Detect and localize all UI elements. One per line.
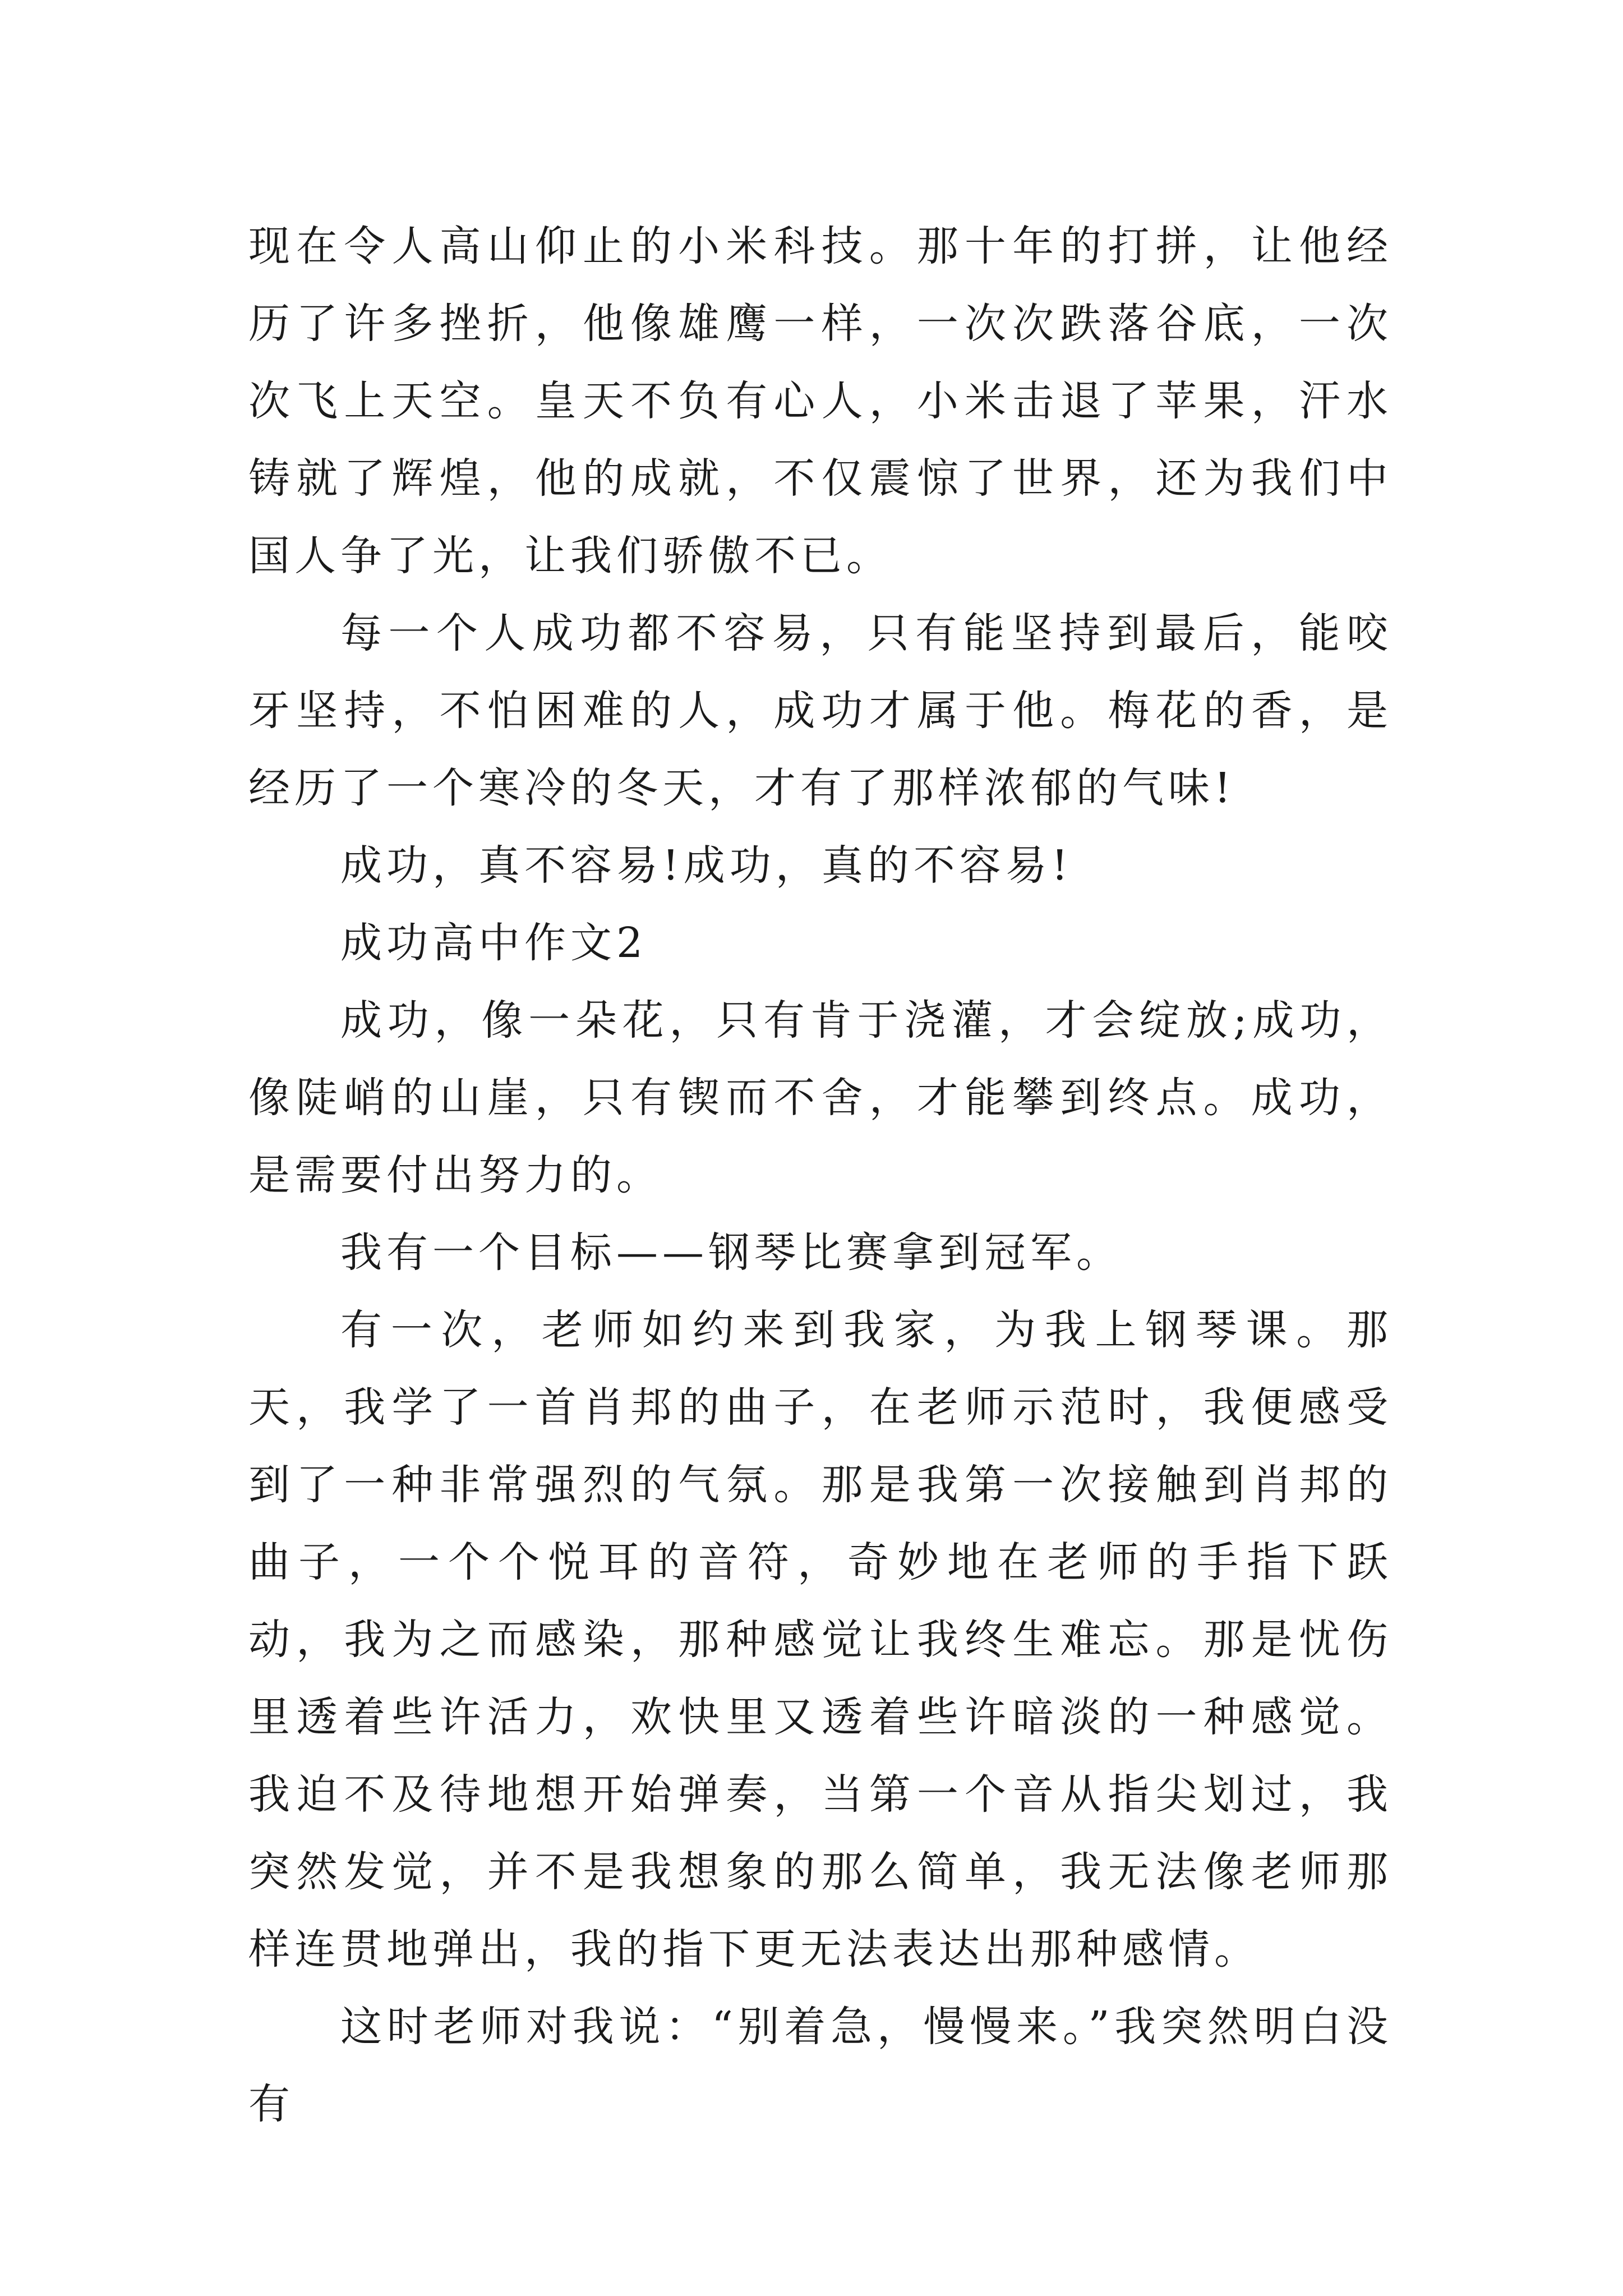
paragraph: 每一个人成功都不容易，只有能坚持到最后，能咬牙坚持，不怕困难的人，成功才属于他。梅花的香，是经历了一个寒冷的冬天，才有了那样浓郁的气味!: [248, 609, 1393, 812]
document-body: [248, 208, 1393, 2143]
paragraph: 我有一个目标——钢琴比赛拿到冠军。: [340, 1228, 1122, 1277]
paragraph: 有一次，老师如约来到我家，为我上钢琴课。那天，我学了一首肖邦的曲子，在老师示范时，我便感受到了一种非常强烈的气氛。那是我第一次接触到肖邦的曲子，一个个悦耳的音符，奇妙地在老师的手指下跃动，我为之而感染，那种感觉让我终生难忘。那是忧伤里透着些许活力，欢快里又透着些许暗淡的一种感觉。我迫不及待地想开始弹奏，当第一个音从指尖划过，我突然发觉，并不是我想象的那么简单，我无法像老师那样连贯地弹出，我的指下更无法表达出那种感情。: [248, 1306, 1393, 1973]
paragraph: 成功，像一朵花，只有肯于浇灌，才会绽放;成功，像陡峭的山崖，只有锲而不舍，才能攀到终点。成功，是需要付出努力的。: [248, 996, 1393, 1199]
paragraph: 现在令人高山仰止的小米科技。那十年的打拼，让他经历了许多挫折，他像雄鹰一样，一次次跌落谷底，一次次飞上天空。皇天不负有心人，小米击退了苹果，汗水铸就了辉煌，他的成就，不仅震惊了世界，还为我们中国人争了光，让我们骄傲不已。: [248, 222, 1393, 580]
section-title: 成功高中作文2: [340, 919, 648, 967]
paragraph: 成功，真不容易!成功，真的不容易!: [340, 841, 1073, 890]
paragraph: 这时老师对我说：“别着急，慢慢来。”我突然明白没有: [248, 2003, 1393, 2128]
